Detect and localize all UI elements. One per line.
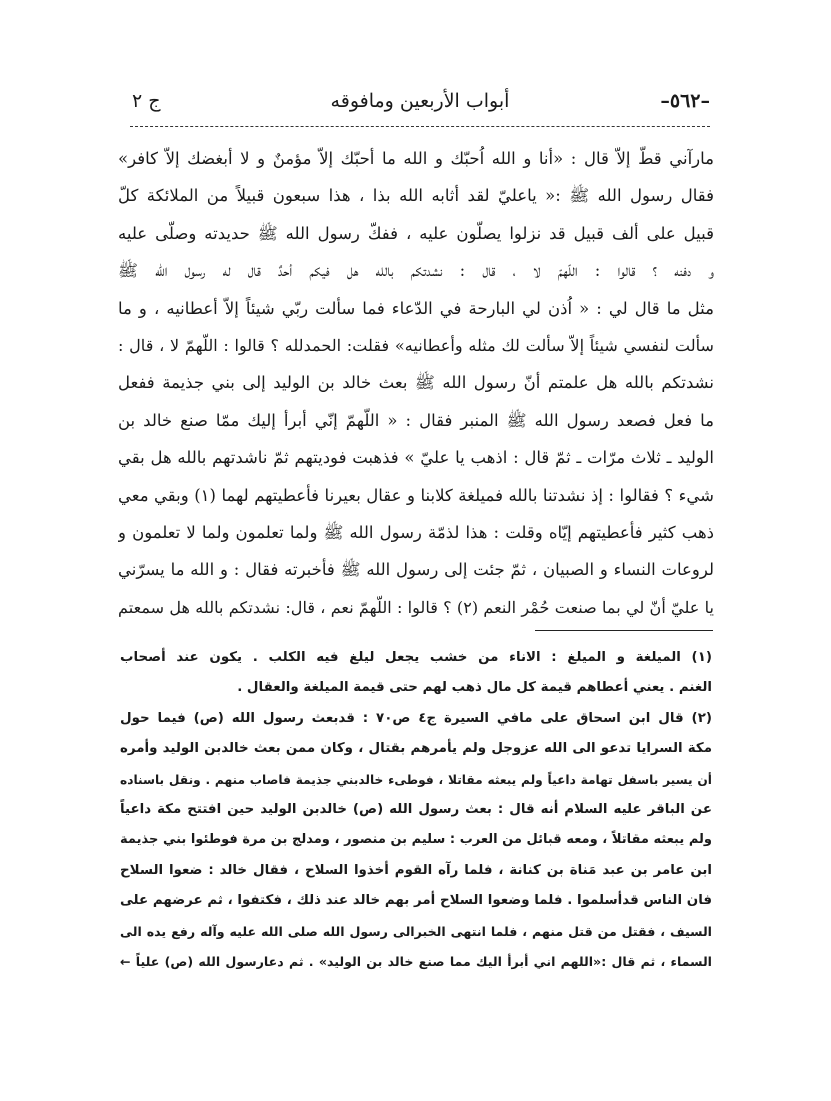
- text-line: قبيل على ألف قبيل قد نزلوا يصلّون عليه ، ففكّ رسول الله ﷺ حديدته وصلّى عليه: [118, 223, 714, 243]
- text-line: يا عليّ أنّ لي بما صنعت حُمْر النعم (٢) ؟ قالوا : اللّهمّ نعم ، قال: نشدتكم بالله هل سمعتم: [118, 597, 714, 617]
- text-line: فقال رسول الله ﷺ :« ياعليّ لقد أثابه الله بذا ، هذا سبعون قبيلاً من الملائكة كلّ: [118, 186, 714, 206]
- footnote-line: مكة السرايا تدعو الى الله عزوجل ولم يأمرهم بقتال ، وكان ممن بعث خالدبن الوليد وأمره: [120, 741, 712, 757]
- text-line: مارآني قطّ إلاّ قال : «أنا و الله اُحبّك و الله ما أحبّك إلاّ مؤمنٌ و لا أبغضك إلاّ كافر»: [118, 149, 714, 168]
- running-title: أبواب الأربعين ومافوقه: [330, 90, 510, 112]
- page-header: [130, 86, 710, 120]
- volume-label: ج ٢: [132, 90, 161, 112]
- footnote-line: ولم يبعثه مقاتلاً ، ومعه قبائل من العرب : سليم بن منصور ، ومدلج بن مرة فوطئوا بني جذيمة: [120, 832, 712, 848]
- text-line: لروعات النساء و الصبيان ، ثمّ جئت إلى رسول الله ﷺ فأخبرته فقال : و الله ما يسرّني: [118, 560, 714, 580]
- text-line: و دفنه ؟ قالوا : اللّهمّ لا ، قال : نشدتكم بالله هل فيكم أحدٌ قال له رسول الله ﷺ: [118, 261, 714, 281]
- footnote-line: عن الباقر عليه السلام أنه قال : بعث رسول الله (ص) خالدبن الوليد حين افتتح مكة داعياً: [120, 801, 712, 817]
- text-line: شيء ؟ فقالوا : إذ نشدتنا بالله فميلغة كلابنا و عقال بعيرنا فأعطيتهم لهما (١) وبقي معي: [118, 485, 714, 505]
- footnote-line: السماء ، ثم قال :«اللهم اني أبرأ اليك مما صنع خالد بن الوليد» . ثم دعارسول الله (ص) علياً ←: [120, 953, 712, 969]
- footnote-line: الغنم . يعني أعطاهم قيمة كل مال ذهب لهم حتى قيمة الميلغة والعقال .: [237, 680, 712, 696]
- footnote-divider: [535, 630, 713, 631]
- page-number: –٥٦٢–: [660, 90, 710, 112]
- footnotes: [120, 643, 712, 1078]
- text-line: نشدتكم بالله هل علمتم أنّ رسول الله ﷺ بعث خالد بن الوليد إلى بني جذيمة ففعل: [118, 373, 714, 393]
- footnote-line: أن يسير باسفل تهامة داعياً ولم يبعثه مقاتلا ، فوطىء خالدبني جذيمة فاصاب منهم . ونقل باسناده: [120, 772, 712, 787]
- footnote-line: (٢) قال ابن اسحاق على مافي السيرة ج٤ ص٧٠ : قدبعث رسول الله (ص) فيما حول: [120, 710, 712, 726]
- text-line: مثل ما قال لي : « اُذن لي البارحة في الدّعاء فما سألت ربّي شيئاً إلاّ أعطانيه ، و ما: [118, 298, 714, 318]
- footnote-line: فان الناس قدأسلموا . فلما وضعوا السلاح أمر بهم خالد عند ذلك ، فكتفوا ، ثم عرضهم على: [120, 893, 712, 909]
- main-text: [118, 140, 714, 620]
- footnote-line: ابن عامر بن عبد مَناة بن كنانة ، فلما رآه القوم أخذوا السلاح ، فقال خالد : ضعوا السلاح: [120, 862, 712, 878]
- text-line: ذهب كثير فأعطيتهم إيّاه وقلت : هذا لذمّة رسول الله ﷺ ولما تعلمون ولما لا تعلمون و: [118, 522, 714, 542]
- text-line: ما فعل فصعد رسول الله ﷺ المنبر فقال : « اللّهمّ إنّي أبرأ إليك ممّا صنع خالد بن: [118, 410, 714, 430]
- footnote-line: السيف ، فقتل من قتل منهم ، فلما انتهى الخبرالى رسول الله صلى الله عليه وآله رفع يده الى: [120, 923, 712, 939]
- text-line: الوليد ـ ثلاث مرّات ـ ثمّ قال : اذهب يا عليّ » فذهبت فوديتهم ثمّ ناشدتهم بالله هل بقي: [118, 448, 714, 468]
- footnote-line: (١) الميلغة و الميلغ : الاناء من خشب يجعل ليلغ فيه الكلب . يكون عند أصحاب: [120, 650, 712, 665]
- header-divider: [130, 126, 710, 127]
- text-line: سألت لنفسي شيئاً إلاّ سألت لك مثله وأعطانيه» فقلت: الحمدلله ؟ قالوا : اللّهمّ لا ، قال :: [118, 335, 714, 355]
